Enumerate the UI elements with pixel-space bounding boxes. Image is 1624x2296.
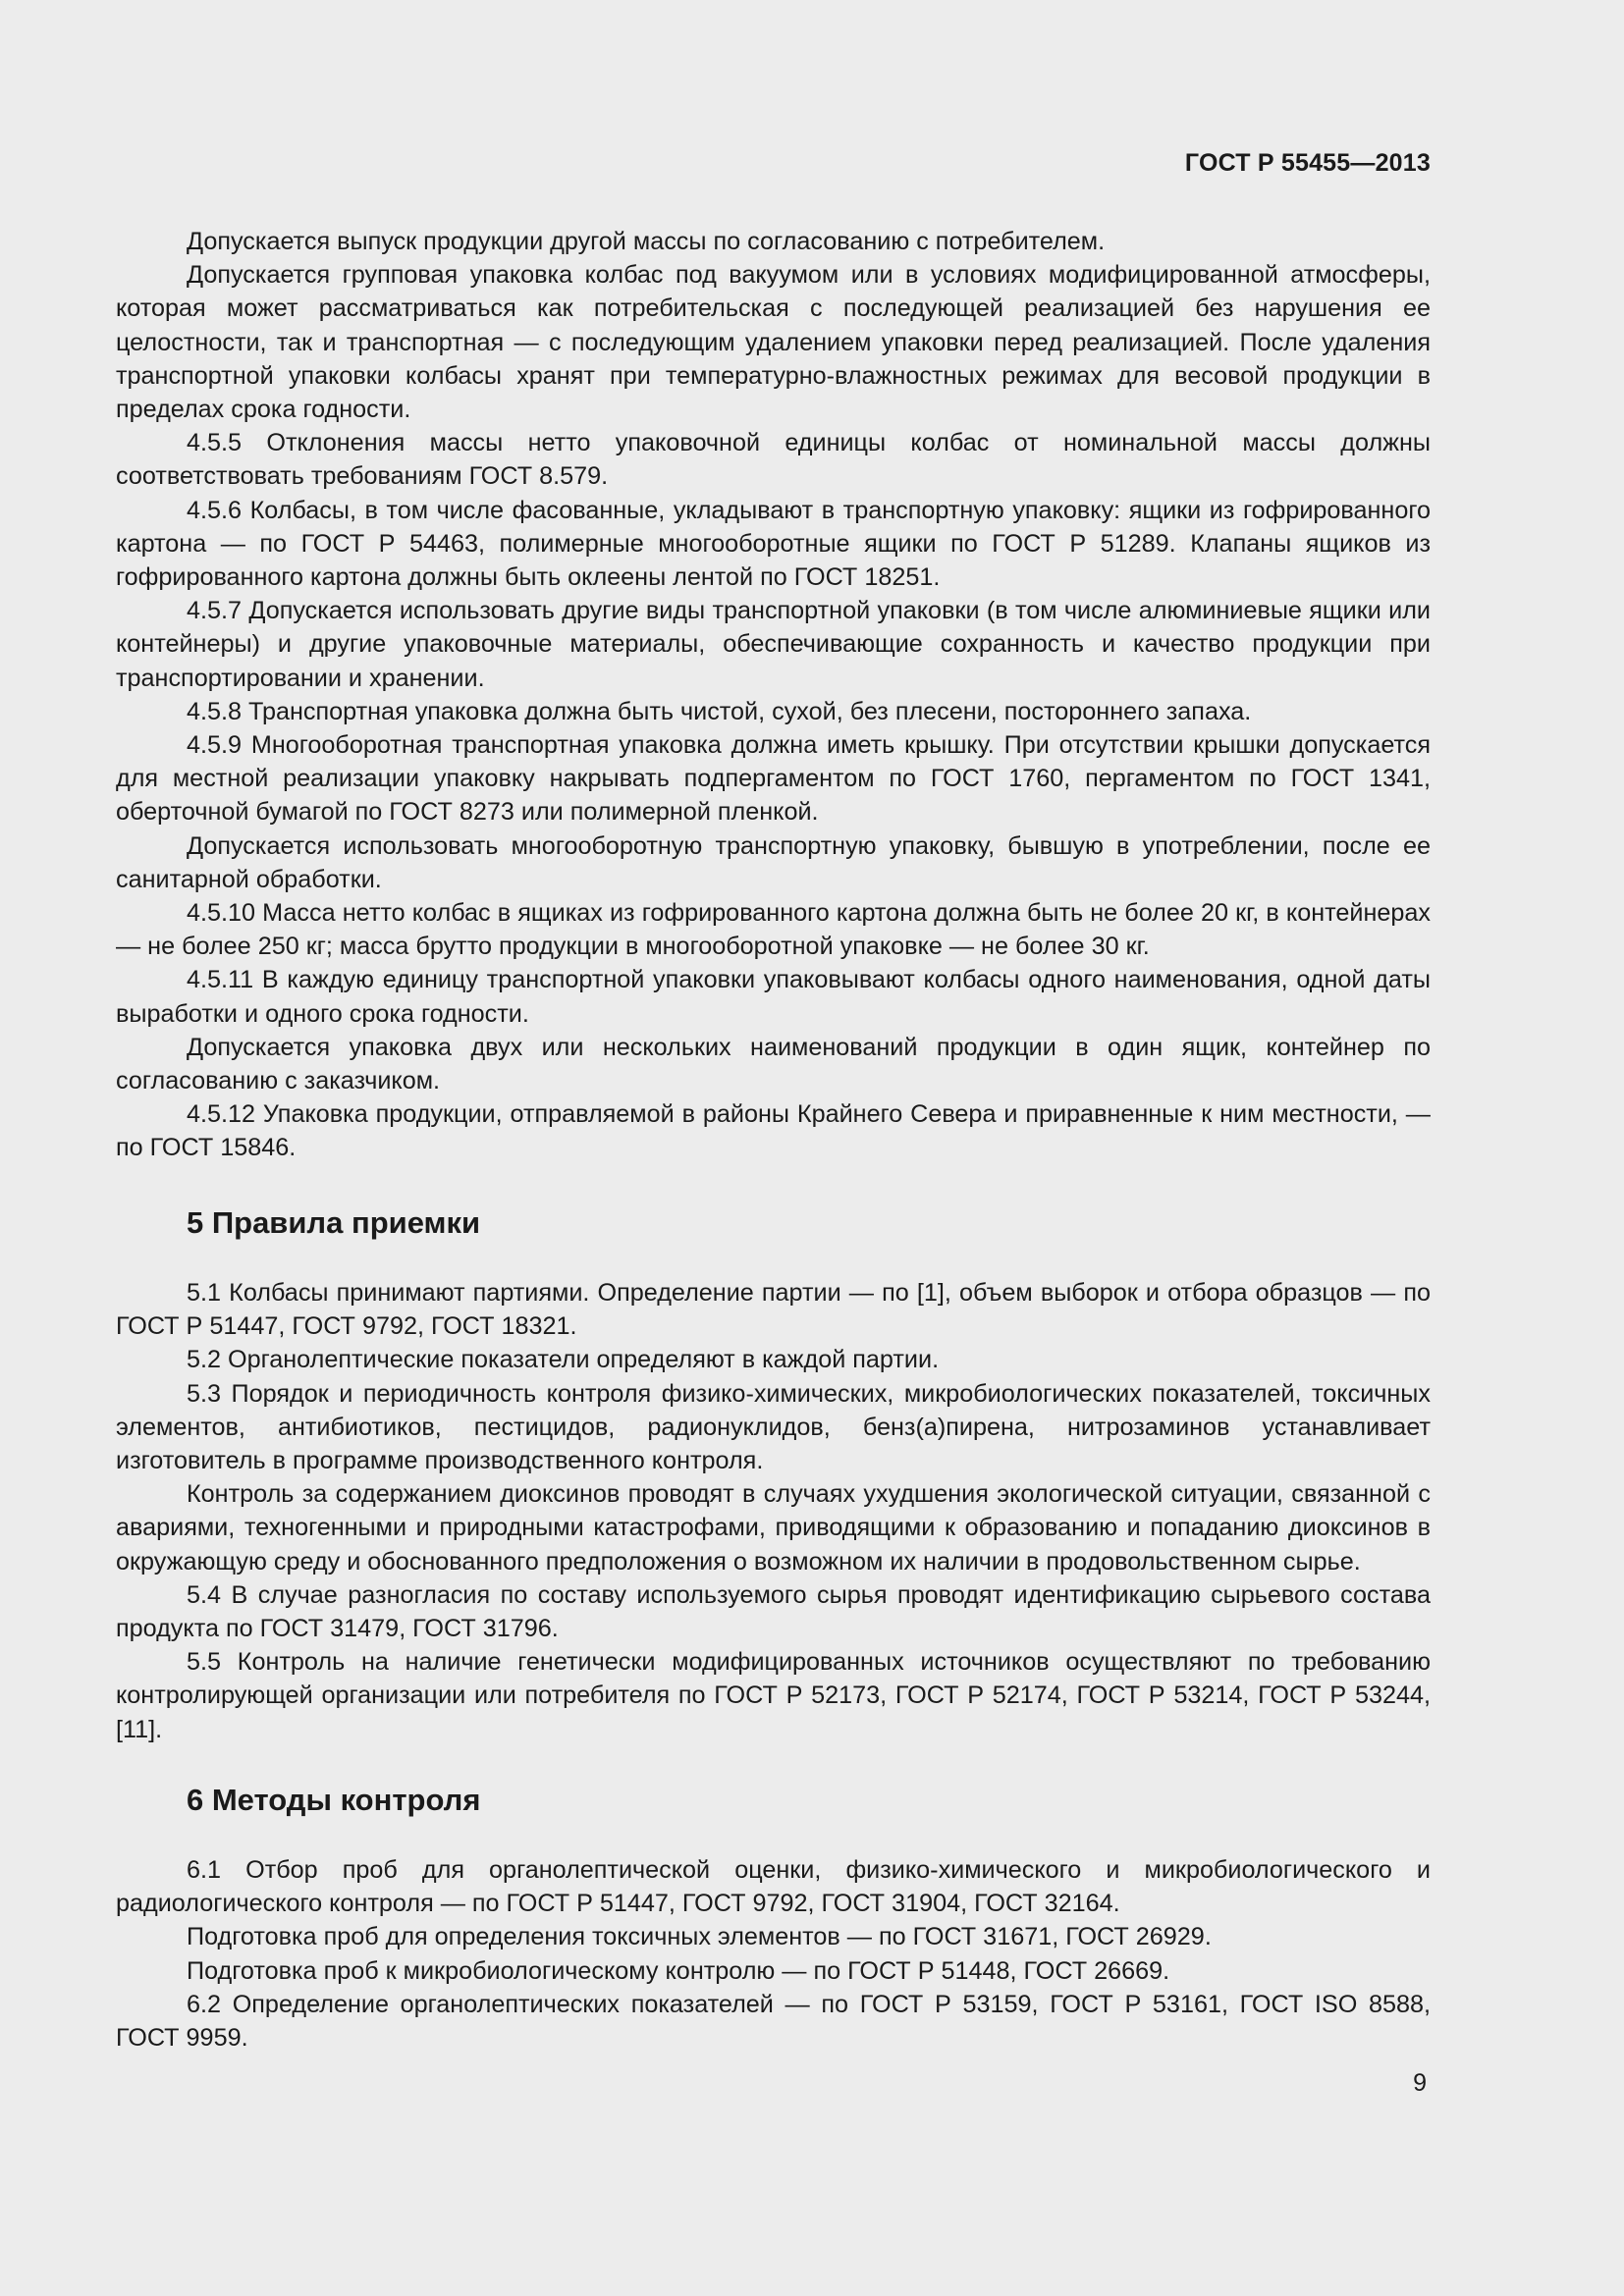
paragraph-4-5-12: 4.5.12 Упаковка продукции, отправляемой в районы Крайнего Севера и приравненные к ним местности, — по ГОСТ 15846.	[116, 1100, 1431, 1162]
paragraph-4-5-8: 4.5.8 Транспортная упаковка должна быть чистой, сухой, без плесени, постороннего запаха.	[187, 697, 1252, 725]
paragraph-6-1: 6.1 Отбор проб для органолептической оценки, физико-химического и микробиологического и радиологического контроля — по ГОСТ Р 51447, ГОСТ 9792, ГОСТ 31904, ГОСТ 32164.	[116, 1855, 1431, 1918]
paragraph: Контроль за содержанием диоксинов проводят в случаях ухудшения экологической ситуации, связанной с авариями, техногенными и природными катастрофами, приводящими к образованию и попаданию диоксинов в окружающую среду и обоснованного предположения о возможном их наличии в продовольственном сырье.	[116, 1480, 1431, 1575]
document-body	[116, 225, 1431, 2055]
paragraph: Подготовка проб для определения токсичных элементов — по ГОСТ 31671, ГОСТ 26929.	[187, 1923, 1212, 1951]
paragraph-4-5-10: 4.5.10 Масса нетто колбас в ящиках из гофрированного картона должна быть не более 20 кг, в контейнерах — не более 250 кг; масса брутто продукции в многооборотной упаковке — не более 30 кг.	[116, 899, 1431, 961]
paragraph-5-4: 5.4 В случае разногласия по составу используемого сырья проводят идентификацию сырьевого состава продукта по ГОСТ 31479, ГОСТ 31796.	[116, 1580, 1431, 1642]
paragraph: Подготовка проб к микробиологическому контролю — по ГОСТ Р 51448, ГОСТ 26669.	[187, 1956, 1170, 1985]
document-header-id: ГОСТ Р 55455—2013	[1184, 149, 1431, 177]
paragraph-4-5-6: 4.5.6 Колбасы, в том числе фасованные, укладывают в транспортную упаковку: ящики из гофрированного картона — по ГОСТ Р 54463, полимерные многооборотные ящики по ГОСТ Р 51289. Клапаны ящиков из гофрированного картона должны быть оклеены лентой по ГОСТ 18251.	[116, 496, 1431, 592]
page-number: 9	[1413, 2069, 1427, 2097]
paragraph-4-5-9: 4.5.9 Многооборотная транспортная упаковка должна иметь крышку. При отсутствии крышки допускается для местной реализации упаковку накрывать подпергаментом по ГОСТ 1760, пергаментом по ГОСТ 1341, оберточной бумагой по ГОСТ 8273 или полимерной пленкой.	[116, 731, 1431, 827]
paragraph-4-5-5: 4.5.5 Отклонения массы нетто упаковочной единицы колбас от номинальной массы должны соответствовать требованиям ГОСТ 8.579.	[116, 429, 1431, 491]
paragraph: Допускается использовать многооборотную транспортную упаковку, бывшую в употреблении, после ее санитарной обработки.	[116, 831, 1431, 893]
section-5-heading: 5 Правила приемки	[187, 1204, 481, 1240]
paragraph-5-3: 5.3 Порядок и периодичность контроля физико-химических, микробиологических показателей, токсичных элементов, антибиотиков, пестицидов, радионуклидов, бенз(а)пирена, нитрозаминов устанавливает изготовитель в программе производственного контроля.	[116, 1379, 1431, 1474]
paragraph: Допускается упаковка двух или нескольких наименований продукции в один ящик, контейнер по согласованию с заказчиком.	[116, 1033, 1431, 1095]
paragraph-4-5-11: 4.5.11 В каждую единицу транспортной упаковки упаковывают колбасы одного наименования, одной даты выработки и одного срока годности.	[116, 966, 1431, 1028]
section-6-heading: 6 Методы контроля	[187, 1782, 481, 1817]
paragraph-4-5-7: 4.5.7 Допускается использовать другие виды транспортной упаковки (в том числе алюминиевые ящики или контейнеры) и другие упаковочные материалы, обеспечивающие сохранность и качество продукции при транспортировании и хранении.	[116, 597, 1431, 692]
paragraph: Допускается выпуск продукции другой массы по согласованию с потребителем.	[187, 228, 1106, 255]
paragraph: Допускается групповая упаковка колбас под вакуумом или в условиях модифицированной атмосферы, которая может рассматриваться как потребительская с последующей реализацией без нарушения ее целостности, так и транспортная — с последующим удалением упаковки перед реализацией. После удаления транспортной упаковки колбасы хранят при температурно-влажностных режимах для весовой продукции в пределах срока годности.	[116, 261, 1431, 424]
paragraph-6-2: 6.2 Определение органолептических показателей — по ГОСТ Р 53159, ГОСТ Р 53161, ГОСТ ISO 8588, ГОСТ 9959.	[116, 1990, 1431, 2052]
paragraph-5-5: 5.5 Контроль на наличие генетически модифицированных источников осуществляют по требованию контролирующей организации или потребителя по ГОСТ Р 52173, ГОСТ Р 52174, ГОСТ Р 53214, ГОСТ Р 53244, [11].	[116, 1648, 1431, 1743]
paragraph-5-2: 5.2 Органолептические показатели определяют в каждой партии.	[187, 1346, 940, 1374]
paragraph-5-1: 5.1 Колбасы принимают партиями. Определение партии — по [1], объем выборок и отбора образцов — по ГОСТ Р 51447, ГОСТ 9792, ГОСТ 18321.	[116, 1278, 1431, 1341]
